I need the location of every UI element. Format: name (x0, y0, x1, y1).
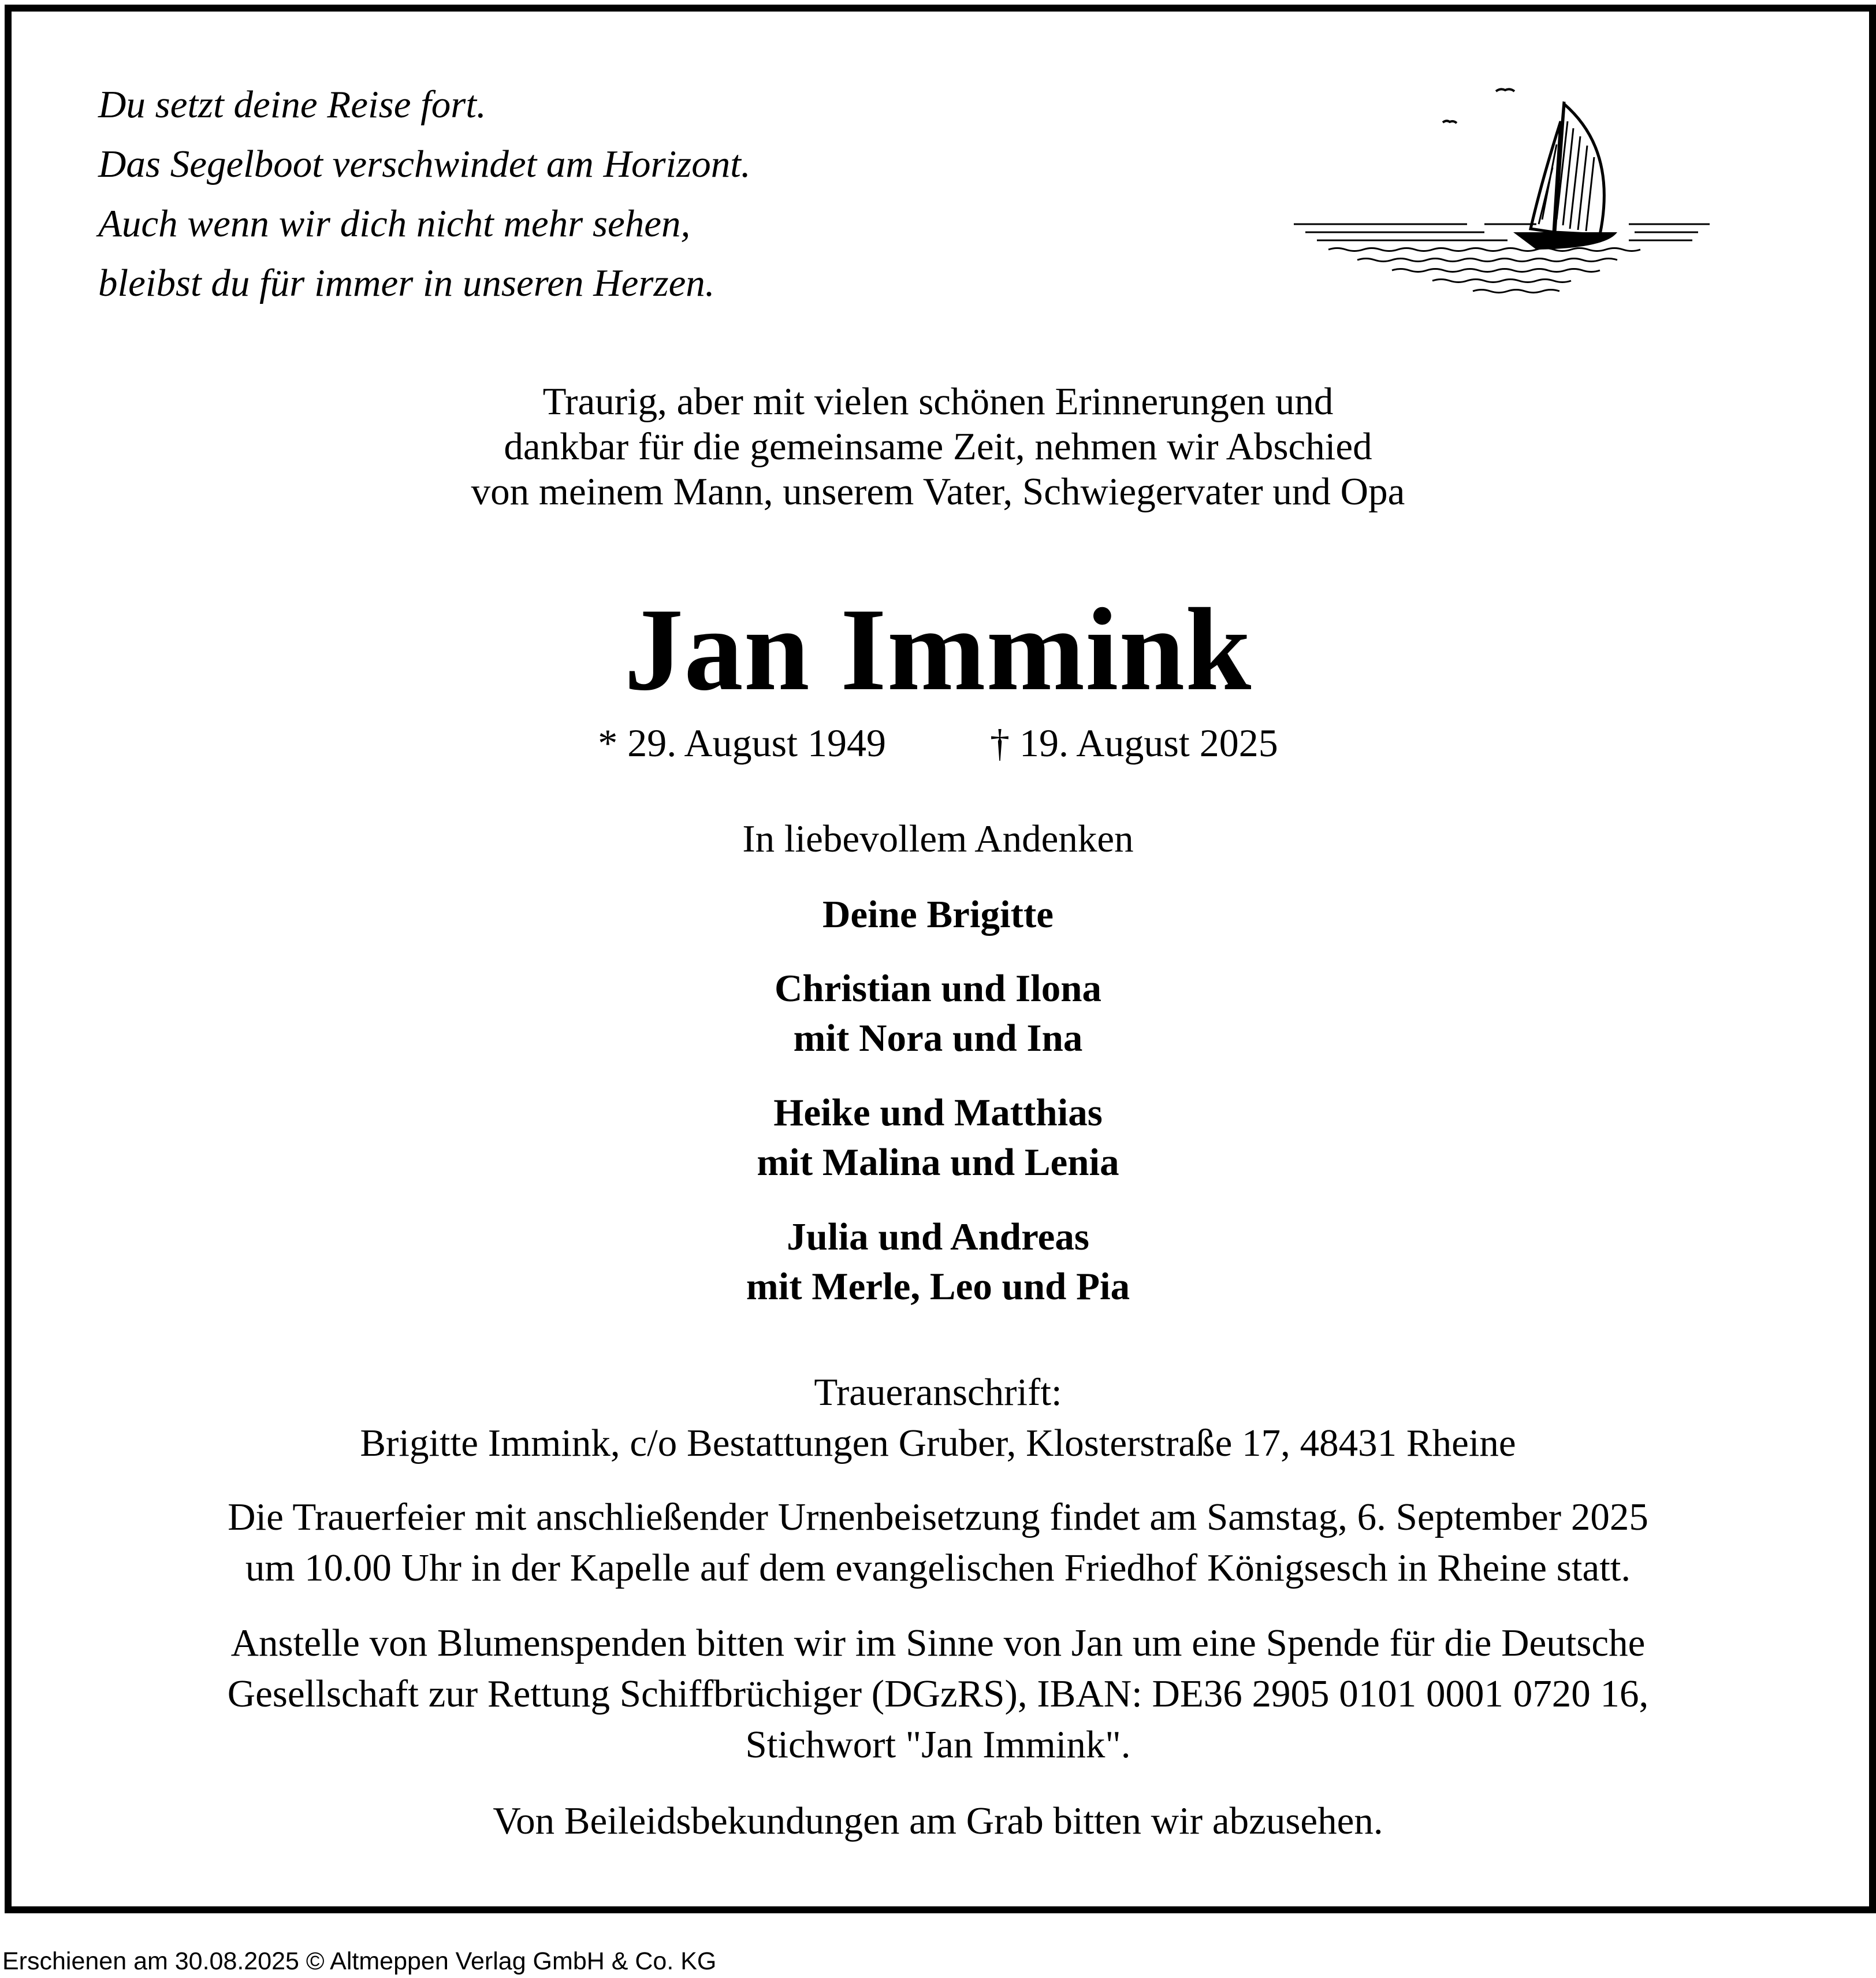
mourning-address (12, 1367, 1864, 1468)
deceased-name: Jan Immink (624, 584, 1252, 715)
donation-line: Anstelle von Blumenspenden bitten wir im Sinne von Jan um eine Spende für die Deutsche (230, 1622, 1646, 1664)
ceremony-line: um 10.00 Uhr in der Kapelle auf dem evangelischen Friedhof Königsesch in Rheine statt. (245, 1546, 1631, 1589)
poem-line: bleibst du für immer in unseren Herzen. (98, 262, 715, 304)
ceremony-info (12, 1492, 1864, 1593)
poem-line: Auch wenn wir dich nicht mehr sehen, (98, 202, 691, 245)
death-date: † 19. August 2025 (990, 721, 1278, 765)
donation-info (12, 1618, 1864, 1770)
publication-footer: Erschienen am 30.08.2025 © Altmeppen Verlag GmbH & Co. KG (2, 1947, 717, 1975)
family-line: mit Malina und Lenia (757, 1141, 1119, 1184)
life-dates (12, 720, 1864, 766)
family-group (12, 890, 1864, 939)
poem (98, 75, 751, 313)
address-value: Brigitte Immink, c/o Bestattungen Gruber, Klosterstraße 17, 48431 Rheine (360, 1422, 1516, 1464)
poem-line: Das Segelboot verschwindet am Horizont. (98, 143, 751, 185)
family-line: Heike und Matthias (773, 1091, 1103, 1134)
family-line: mit Merle, Leo und Pia (746, 1265, 1130, 1308)
family-group (12, 964, 1864, 1063)
condolence-note: Von Beileidsbekundungen am Grab bitten wir abzusehen. (493, 1799, 1383, 1842)
sailboat-icon (1294, 81, 1710, 306)
intro-text (12, 379, 1864, 514)
family-line: mit Nora und Ina (793, 1017, 1083, 1059)
family-line: Christian und Ilona (775, 967, 1101, 1010)
intro-line: von meinem Mann, unserem Vater, Schwiegervater und Opa (471, 470, 1405, 513)
family-line: Julia und Andreas (787, 1215, 1089, 1258)
intro-line: dankbar für die gemeinsame Zeit, nehmen wir Abschied (504, 425, 1372, 468)
ceremony-line: Die Trauerfeier mit anschließender Urnenbeisetzung findet am Samstag, 6. September 2025 (228, 1496, 1648, 1538)
family-group (12, 1212, 1864, 1311)
poem-line: Du setzt deine Reise fort. (98, 83, 486, 126)
address-label: Traueranschrift: (814, 1371, 1062, 1414)
donation-line: Stichwort "Jan Immink". (745, 1723, 1131, 1766)
birth-date: * 29. August 1949 (598, 721, 886, 765)
donation-line: Gesellschaft zur Rettung Schiffbrüchiger (DGzRS), IBAN: DE36 2905 0101 0001 0720 16, (227, 1672, 1649, 1715)
family-line: Deine Brigitte (822, 893, 1054, 936)
memory-line: In liebevollem Andenken (742, 817, 1134, 860)
intro-line: Traurig, aber mit vielen schönen Erinnerungen und (542, 380, 1334, 423)
family-group (12, 1088, 1864, 1187)
